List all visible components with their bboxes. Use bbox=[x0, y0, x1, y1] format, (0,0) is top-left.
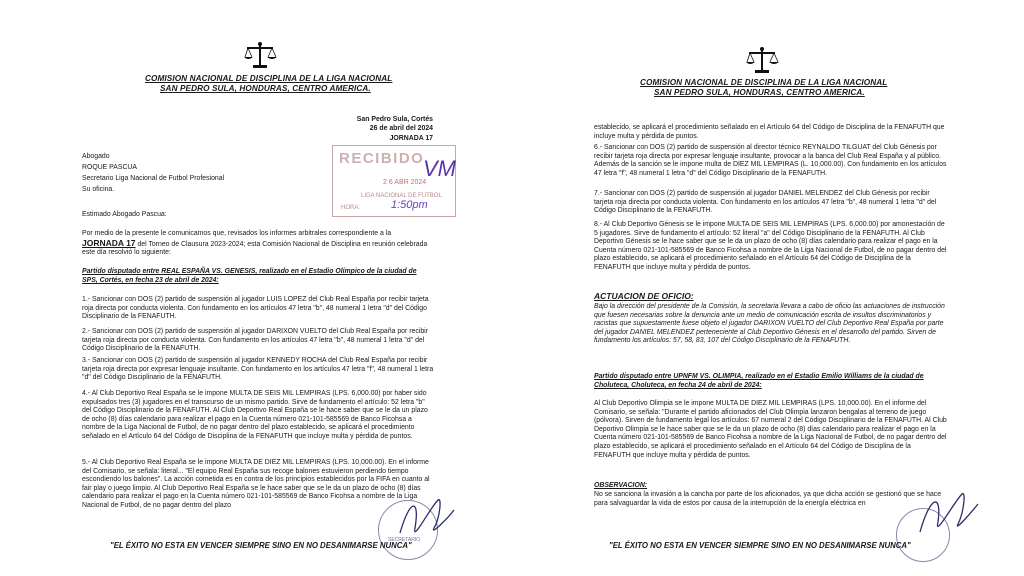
signature bbox=[912, 484, 982, 544]
observation-text: No se sanciona la invasión a la cancha por parte de los aficionados, ya que dicha acción se gestionó que se hace para salvaguardar la vida de estos por causa de la interrupción de la energía eléctrica en bbox=[594, 491, 942, 507]
stamp-org: LIGA NACIONAL DE FUTBOL bbox=[361, 193, 442, 199]
sanction-item-5: 5.- Al Club Deportivo Real España se le impone MULTA DE DIEZ MIL LEMPIRAS (LPS. 10,000.00). En el informe del Comisario, se señala: literal... "El equipo Real España sus recoge balones estuvieron perdiendo tiempo escondiendo los balones". La acción cometida es en contra de los principios establecidos por la FIFA en cuanto al fair play o juego limpio. Al Club Deportivo Real España se le hace saber que se le da un plazo de ocho (8) días calendario para realizar el pago en la Cuenta número 021-101-585569 de Banco Ficohsa a nombre de la Liga Nacional de Futbol, de no pagar dentro del plazo bbox=[82, 459, 430, 509]
scales-of-justice-icon bbox=[243, 40, 277, 70]
sanction-item-3: 3.- Sancionar con DOS (2) partido de suspensión al jugador KENNEDY ROCHA del Club Real España por recibir tarjeta roja directa por expresar lenguaje insultante. Con fundamento en los artículos 47 letra "f", 48 numeral 1 letra "d" del Código Disciplinario de la FENAFUTH. bbox=[82, 357, 434, 382]
stamp-date: 2 6 ABR 2024 bbox=[383, 179, 427, 186]
header-line-2: SAN PEDRO SULA, HONDURAS, CENTRO AMERICA. bbox=[654, 88, 865, 97]
sanction-item-6: 6.- Sancionar con DOS (2) partido de suspensión al director técnico REYNALDO TILGUAT del Club Génesis por recibir tarjeta roja directa por expresar lenguaje insultante, provocar a la banca del Club Real España y al público. Además de la sanción se le impone multa de DIEZ MIL LEMPIRAS (L. 10,000.00). Con fundamento en los artículos 47 letra "f", 48 numeral 1 letra "d" del Código Disciplinario de la FENAFUTH. bbox=[594, 144, 947, 177]
addressee-line: Su oficina. bbox=[82, 186, 115, 193]
seal-text: SECRETARIO bbox=[388, 537, 421, 543]
document-page-left bbox=[0, 0, 508, 576]
match-heading: Partido disputado entre REAL ESPAÑA VS. GENESIS, realizado en el Estadio Olímpico de la ciudad de SPS, Cortés, en fecha 23 de abril de 2024: bbox=[82, 268, 417, 284]
match-heading-2: Partido disputado entre UPNFM VS. OLIMPIA, realizado en el Estadio Emilio Williams de la ciudad de Choluteca, Choluteca, en fecha 24 de abril de 2024: bbox=[594, 373, 924, 389]
jornada-label: JORNADA 17 bbox=[389, 135, 433, 142]
sanction-item-7: 7.- Sancionar con DOS (2) partido de suspensión al jugador DANIEL MELENDEZ del Club Génesis por recibir tarjeta roja directa por conducta violenta. Con fundamento en los artículos 47 letra "b", 48 numeral 1 letra "d" del Código Disciplinario de la FENAFUTH. bbox=[594, 190, 937, 215]
greeting: Estimado Abogado Pascua: bbox=[82, 211, 167, 218]
document-page-right bbox=[516, 0, 1024, 576]
header-line-1: COMISION NACIONAL DE DISCIPLINA DE LA LIGA NACIONAL bbox=[145, 74, 393, 83]
header-line-1: COMISION NACIONAL DE DISCIPLINA DE LA LIGA NACIONAL bbox=[640, 78, 888, 87]
oficio-heading: ACTUACION DE OFICIO: bbox=[594, 291, 694, 301]
stamp-title: RECIBIDO bbox=[339, 150, 425, 167]
stamp-time-label: HORA: bbox=[341, 205, 361, 211]
sanction-item-1: 1.- Sancionar con DOS (2) partido de suspensión al jugador LUIS LOPEZ del Club Real España por recibir tarjeta roja directa por conducta violenta. Con fundamento en los artículos 47 letra "b", 48 numeral 1 letra "d" del Código Disciplinario de la FENAFUTH. bbox=[82, 296, 429, 321]
sanction-item-4: 4.- Al Club Deportivo Real España se le impone MULTA DE SEIS MIL LEMPIRAS (LPS. 6,000.00) por haber sido expulsados tres (3) jugadores en el transcurso de un mismo partido. Sirve de fundamento el artículo: 52 letra "b" del Código Disciplinario de la FENAFUTH. Al Club Deportivo Real España se le hace saber que se le da un plazo de ocho (8) días calendario para realizar el pago en la Cuenta número 021-101-585569 de Banco Ficohsa a nombre de la Liga Nacional de Futbol, de no pagar dentro del plazo establecido, se aplicará el procedimiento señalado en el Artículo 64 del Código de Disciplina de la FENAFUTH que incluye multa y pérdida de puntos. bbox=[82, 390, 428, 440]
sanction-olimpia: Al Club Deportivo Olimpia se le impone MULTA DE DIEZ MIL LEMPIRAS (LPS. 10,000.00). En el informe del Comisario, se señala: "Durante el partido aficionados del Club Olimpia lanzaron bengalas al terreno de juego (pólvora). Sirven de fundamento legal los artículos: 67 numeral 2 del Código Disciplinario de la FENAFUTH. Al Club Deportivo Olimpia se le hace saber que se le da un plazo de ocho (8) días calendario para realizar el pago en la Cuenta número 021-101-585569 de Banco Ficohsa a nombre de la Liga Nacional de Futbol, de no pagar dentro del plazo establecido, se aplicará el procedimiento señalado en el Artículo 64 del Código de Disciplina de la FENAFUTH que incluye multa y pérdida de puntos. bbox=[594, 400, 947, 459]
addressee-line: ROQUE PASCUA bbox=[82, 164, 138, 171]
place-date: San Pedro Sula, Cortés bbox=[356, 116, 433, 123]
date-line: 26 de abril del 2024 bbox=[369, 125, 433, 132]
header-line-2: SAN PEDRO SULA, HONDURAS, CENTRO AMERICA. bbox=[160, 84, 371, 93]
handwritten-initials: VM bbox=[423, 156, 456, 181]
stamp-time: 1:50pm bbox=[391, 199, 428, 211]
signature bbox=[390, 488, 460, 548]
continuation-text: establecido, se aplicará el procedimiento señalado en el Artículo 64 del Código de Disciplina de la FENAFUTH que incluye multa y pérdida de puntos. bbox=[594, 124, 945, 140]
intro-paragraph: Por medio de la presente le comunicamos que, revisados los informes arbitrales correspondiente a la JORNADA 17 del Torneo de Clausura 2023-2024; esta Comisión Nacional de Disciplina en reunión celebrada este día resolvió lo siguiente: bbox=[82, 230, 428, 257]
footer-motto: "EL ÉXITO NO ESTA EN VENCER SIEMPRE SINO EN NO DESANIMARSE NUNCA" bbox=[110, 541, 412, 550]
observation-heading: OBSERVACION: bbox=[594, 482, 648, 489]
scales-of-justice-icon bbox=[745, 45, 779, 75]
addressee-line: Secretario Liga Nacional de Futbol Profesional bbox=[82, 175, 225, 182]
sanction-item-8: 8.- Al Club Deportivo Génesis se le impone MULTA DE SEIS MIL LEMPIRAS (LPS. 6,000.00) por amonestación de 5 jugadores. Sirve de fundamento el artículo: 52 literal "a" del Código Disciplinario de la FENAFUTH. Al Club Deportivo Génesis se le hace saber que se le da un plazo de ocho (8) días calendario para realizar el pago en la Cuenta número 021-101-585569 de Banco Ficohsa a nombre de la Liga Nacional de Futbol, de no pagar dentro del plazo establecido, se aplicará el procedimiento señalado en el Artículo 64 del Código de Disciplina de la FENAFUTH que incluye multa y pérdida de puntos. bbox=[594, 221, 947, 271]
oficio-text: Bajo la dirección del presidente de la Comisión, la secretaria llevara a cabo de oficio las actuaciones de instrucción que fuesen necesarias sobre la denuncia ante un medio de comunicación escrita de insultos discriminatorios y racistas que supuestamente fuese objeto el jugador DARIXON VUELTO del Club Deportivo Real España por parte del jugador DANIEL MELENDEZ perteneciente al Club Deportivo Génesis en el desarrollo del partido. Sirven de fundamento los artículos: 57, 58, 83, 107 del Código Disciplinario de la FENAFUTH. bbox=[594, 303, 945, 345]
footer-motto: "EL ÉXITO NO ESTA EN VENCER SIEMPRE SINO EN NO DESANIMARSE NUNCA" bbox=[609, 541, 911, 550]
sanction-item-2: 2.- Sancionar con DOS (2) partido de suspensión al jugador DARIXON VUELTO del Club Real España por recibir tarjeta roja directa por conducta violenta. Con fundamento en los artículos 47 letra "b", 48 numeral 1 letra "d" del Código Disciplinario de la FENAFUTH. bbox=[82, 328, 428, 353]
addressee-line: Abogado bbox=[82, 153, 110, 160]
